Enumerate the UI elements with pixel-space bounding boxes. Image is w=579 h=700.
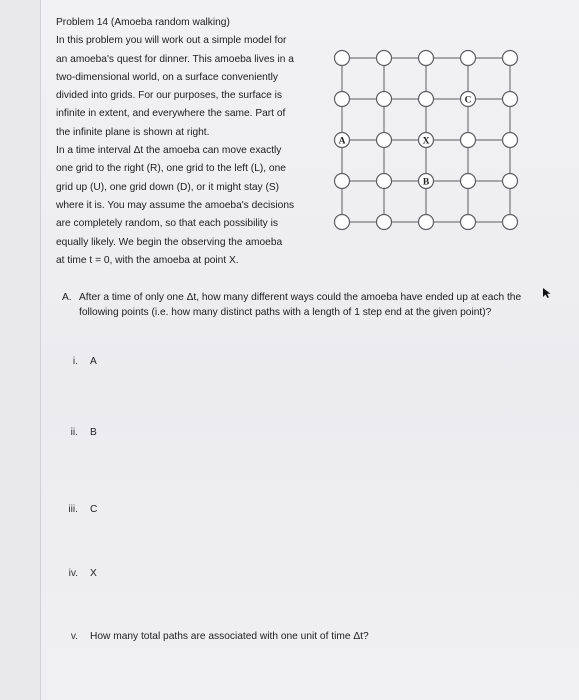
item-number: i. [72, 356, 78, 367]
amoeba-grid-diagram [330, 40, 530, 240]
grid-node-label: B [422, 177, 430, 188]
grid-node [419, 215, 434, 230]
grid-node [377, 215, 392, 230]
intro-line: In this problem you will work out a simple model for [56, 35, 287, 47]
grid-node-label: A [338, 136, 346, 147]
grid-node [503, 51, 518, 66]
grid-node [461, 174, 476, 189]
intro-line: the infinite plane is shown at right. [56, 126, 210, 138]
intro-line: where it is. You may assume the amoeba's decisions [56, 199, 295, 211]
grid-node [335, 51, 350, 66]
item-iii [64, 504, 97, 515]
grid-node [377, 92, 392, 107]
item-number: iv. [68, 568, 78, 579]
item-text: How many total paths are associated with one unit of time Δt? [90, 631, 369, 642]
grid-node [461, 215, 476, 230]
mouse-cursor-icon [542, 288, 552, 298]
item-number: v. [70, 631, 78, 642]
grid-node [377, 174, 392, 189]
grid-node [335, 215, 350, 230]
item-v [64, 631, 369, 642]
grid-node [377, 51, 392, 66]
intro-line: one grid to the right (R), one grid to the left (L), one [56, 163, 286, 175]
question-a-label: A. [62, 292, 72, 303]
grid-node [461, 51, 476, 66]
grid-node [335, 174, 350, 189]
intro-line: In a time interval Δt the amoeba can move exactly [56, 145, 282, 157]
grid-node [461, 133, 476, 148]
item-ii [64, 427, 97, 438]
grid-node [503, 133, 518, 148]
item-number: ii. [70, 427, 78, 438]
grid-node [503, 215, 518, 230]
item-number: iii. [68, 504, 78, 515]
grid-node-label: C [464, 95, 472, 106]
intro-line: divided into grids. For our purposes, the surface is [56, 90, 282, 102]
grid-node [503, 174, 518, 189]
item-text: B [90, 427, 97, 438]
item-iv [64, 568, 97, 579]
item-i [64, 356, 97, 367]
grid-node [419, 92, 434, 107]
item-text: C [90, 504, 98, 515]
problem-title: Problem 14 (Amoeba random walking) [56, 17, 230, 28]
intro-line: at time t = 0, with the amoeba at point X. [56, 254, 239, 266]
question-a [62, 290, 532, 320]
item-text: A [90, 356, 97, 367]
grid-node [419, 51, 434, 66]
intro-line: grid up (U), one grid down (D), or it might stay (S) [56, 181, 280, 193]
grid-node [377, 133, 392, 148]
intro-line: equally likely. We begin the observing the amoeba [56, 236, 283, 248]
intro-line: an amoeba's quest for dinner. This amoeba lives in a [56, 53, 294, 65]
grid-node-label: X [422, 136, 430, 147]
intro-line: infinite in extent, and everywhere the same. Part of [56, 108, 286, 120]
grid-node [335, 92, 350, 107]
item-text: X [90, 568, 97, 579]
question-a-text: After a time of only one Δt, how many different ways could the amoeba have ended up at each the following points (i.e. how many distinct paths with a length of 1 step end at the given point)? [79, 292, 522, 318]
grid-node [503, 92, 518, 107]
intro-line: are completely random, so that each possibility is [56, 218, 278, 230]
intro-line: two-dimensional world, on a surface conveniently [56, 71, 278, 83]
problem-intro [56, 14, 324, 270]
